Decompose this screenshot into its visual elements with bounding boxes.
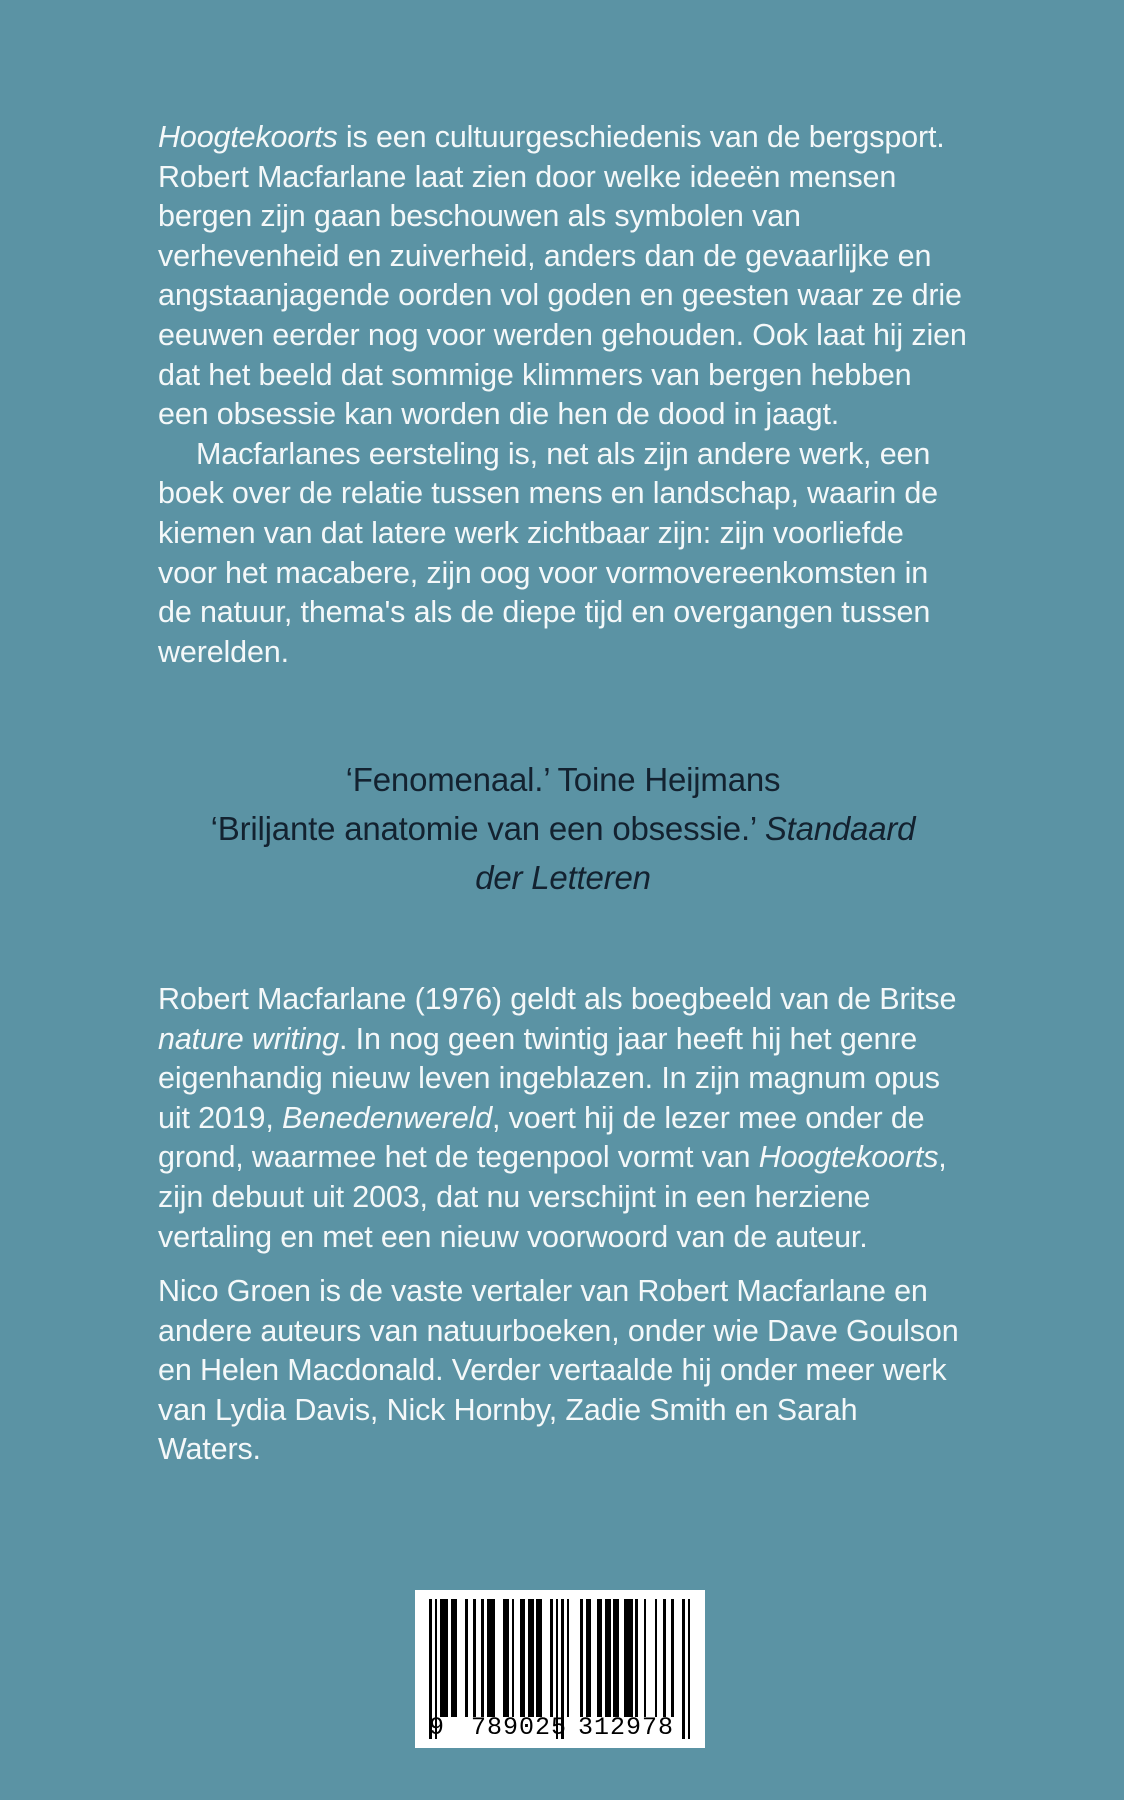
author-bio-part-2: . In nog geen twintig jaar heeft hij het genre eigenhandig nieuw leven ingeblazen. In zijn magnum opus uit 2019,	[158, 1021, 940, 1135]
book-title-italic: Hoogtekoorts	[158, 120, 338, 154]
blurb-paragraph-1	[158, 118, 968, 435]
author-bio-part-4: , zijn debuut uit 2003, dat nu verschijnt in een herziene vertaling en met een nieuw voorwoord van de auteur.	[158, 1140, 947, 1254]
author-bio-part-1: Robert Macfarlane (1976) geldt als boegbeeld van de Britse	[158, 982, 957, 1016]
author-bio-section	[158, 980, 968, 1257]
author-bio-italic-1: nature writing	[158, 1021, 339, 1056]
barcode-inner	[415, 1590, 705, 1748]
quote-line-3	[158, 853, 968, 902]
author-bio-paragraph	[158, 980, 968, 1257]
blurb-paragraph-2: Macfarlanes eersteling is, net als zijn andere werk, een boek over de relatie tussen mens en landschap, waarin de kiemen van dat latere werk zichtbaar zijn: zijn voorliefde voor het macabere, zijn oog voor vormovereenkomsten in de natuur, thema's als de diepe tijd en overgangen tussen werelden.	[158, 436, 938, 669]
author-bio-italic-3: Hoogtekoorts	[758, 1140, 939, 1175]
quote-line-2-source: Standaard	[764, 810, 916, 847]
translator-bio-section	[158, 1272, 968, 1470]
barcode-left-group: 789025	[471, 1713, 568, 1742]
blurb-section	[158, 118, 968, 672]
quote-line-3-source: der Letteren	[475, 859, 651, 896]
barcode-right-group: 312978	[578, 1713, 675, 1742]
isbn-barcode	[415, 1590, 705, 1748]
pull-quotes-section	[158, 755, 968, 902]
barcode-lead-digit: 9	[429, 1713, 445, 1742]
quote-line-2	[158, 804, 968, 853]
author-bio-part-3: , voert hij de lezer mee onder de grond, waarmee het de tegenpool vormt van	[158, 1100, 925, 1175]
quote-line-2-text: ‘Briljante anatomie van een obsessie.’	[210, 810, 765, 847]
author-bio-italic-2: Benedenwereld	[282, 1100, 493, 1135]
barcode-bars	[429, 1599, 691, 1717]
barcode-digits	[415, 1712, 705, 1742]
blurb-paragraph-1-text: is een cultuurgeschiedenis van de bergsport. Robert Macfarlane laat zien door welke ideeën mensen bergen zijn gaan beschouwen als symbolen van verhevenheid en zuiverheid, anders dan de gevaarlijke en angstaanjagende oorden vol goden en geesten waar ze drie eeuwen eerder nog voor werden gehouden. Ook laat hij zien dat het beeld dat sommige klimmers van bergen hebben een obsessie kan worden die hen de dood in jaagt.	[158, 120, 967, 432]
translator-bio-paragraph: Nico Groen is de vaste vertaler van Robert Macfarlane en andere auteurs van natuurboeken, onder wie Dave Goulson en Helen Macdonald. Verder vertaalde hij onder meer werk van Lydia Davis, Nick Hornby, Zadie Smith en Sarah Waters.	[158, 1274, 959, 1467]
quote-line-1: ‘Fenomenaal.’ Toine Heijmans	[345, 761, 781, 798]
